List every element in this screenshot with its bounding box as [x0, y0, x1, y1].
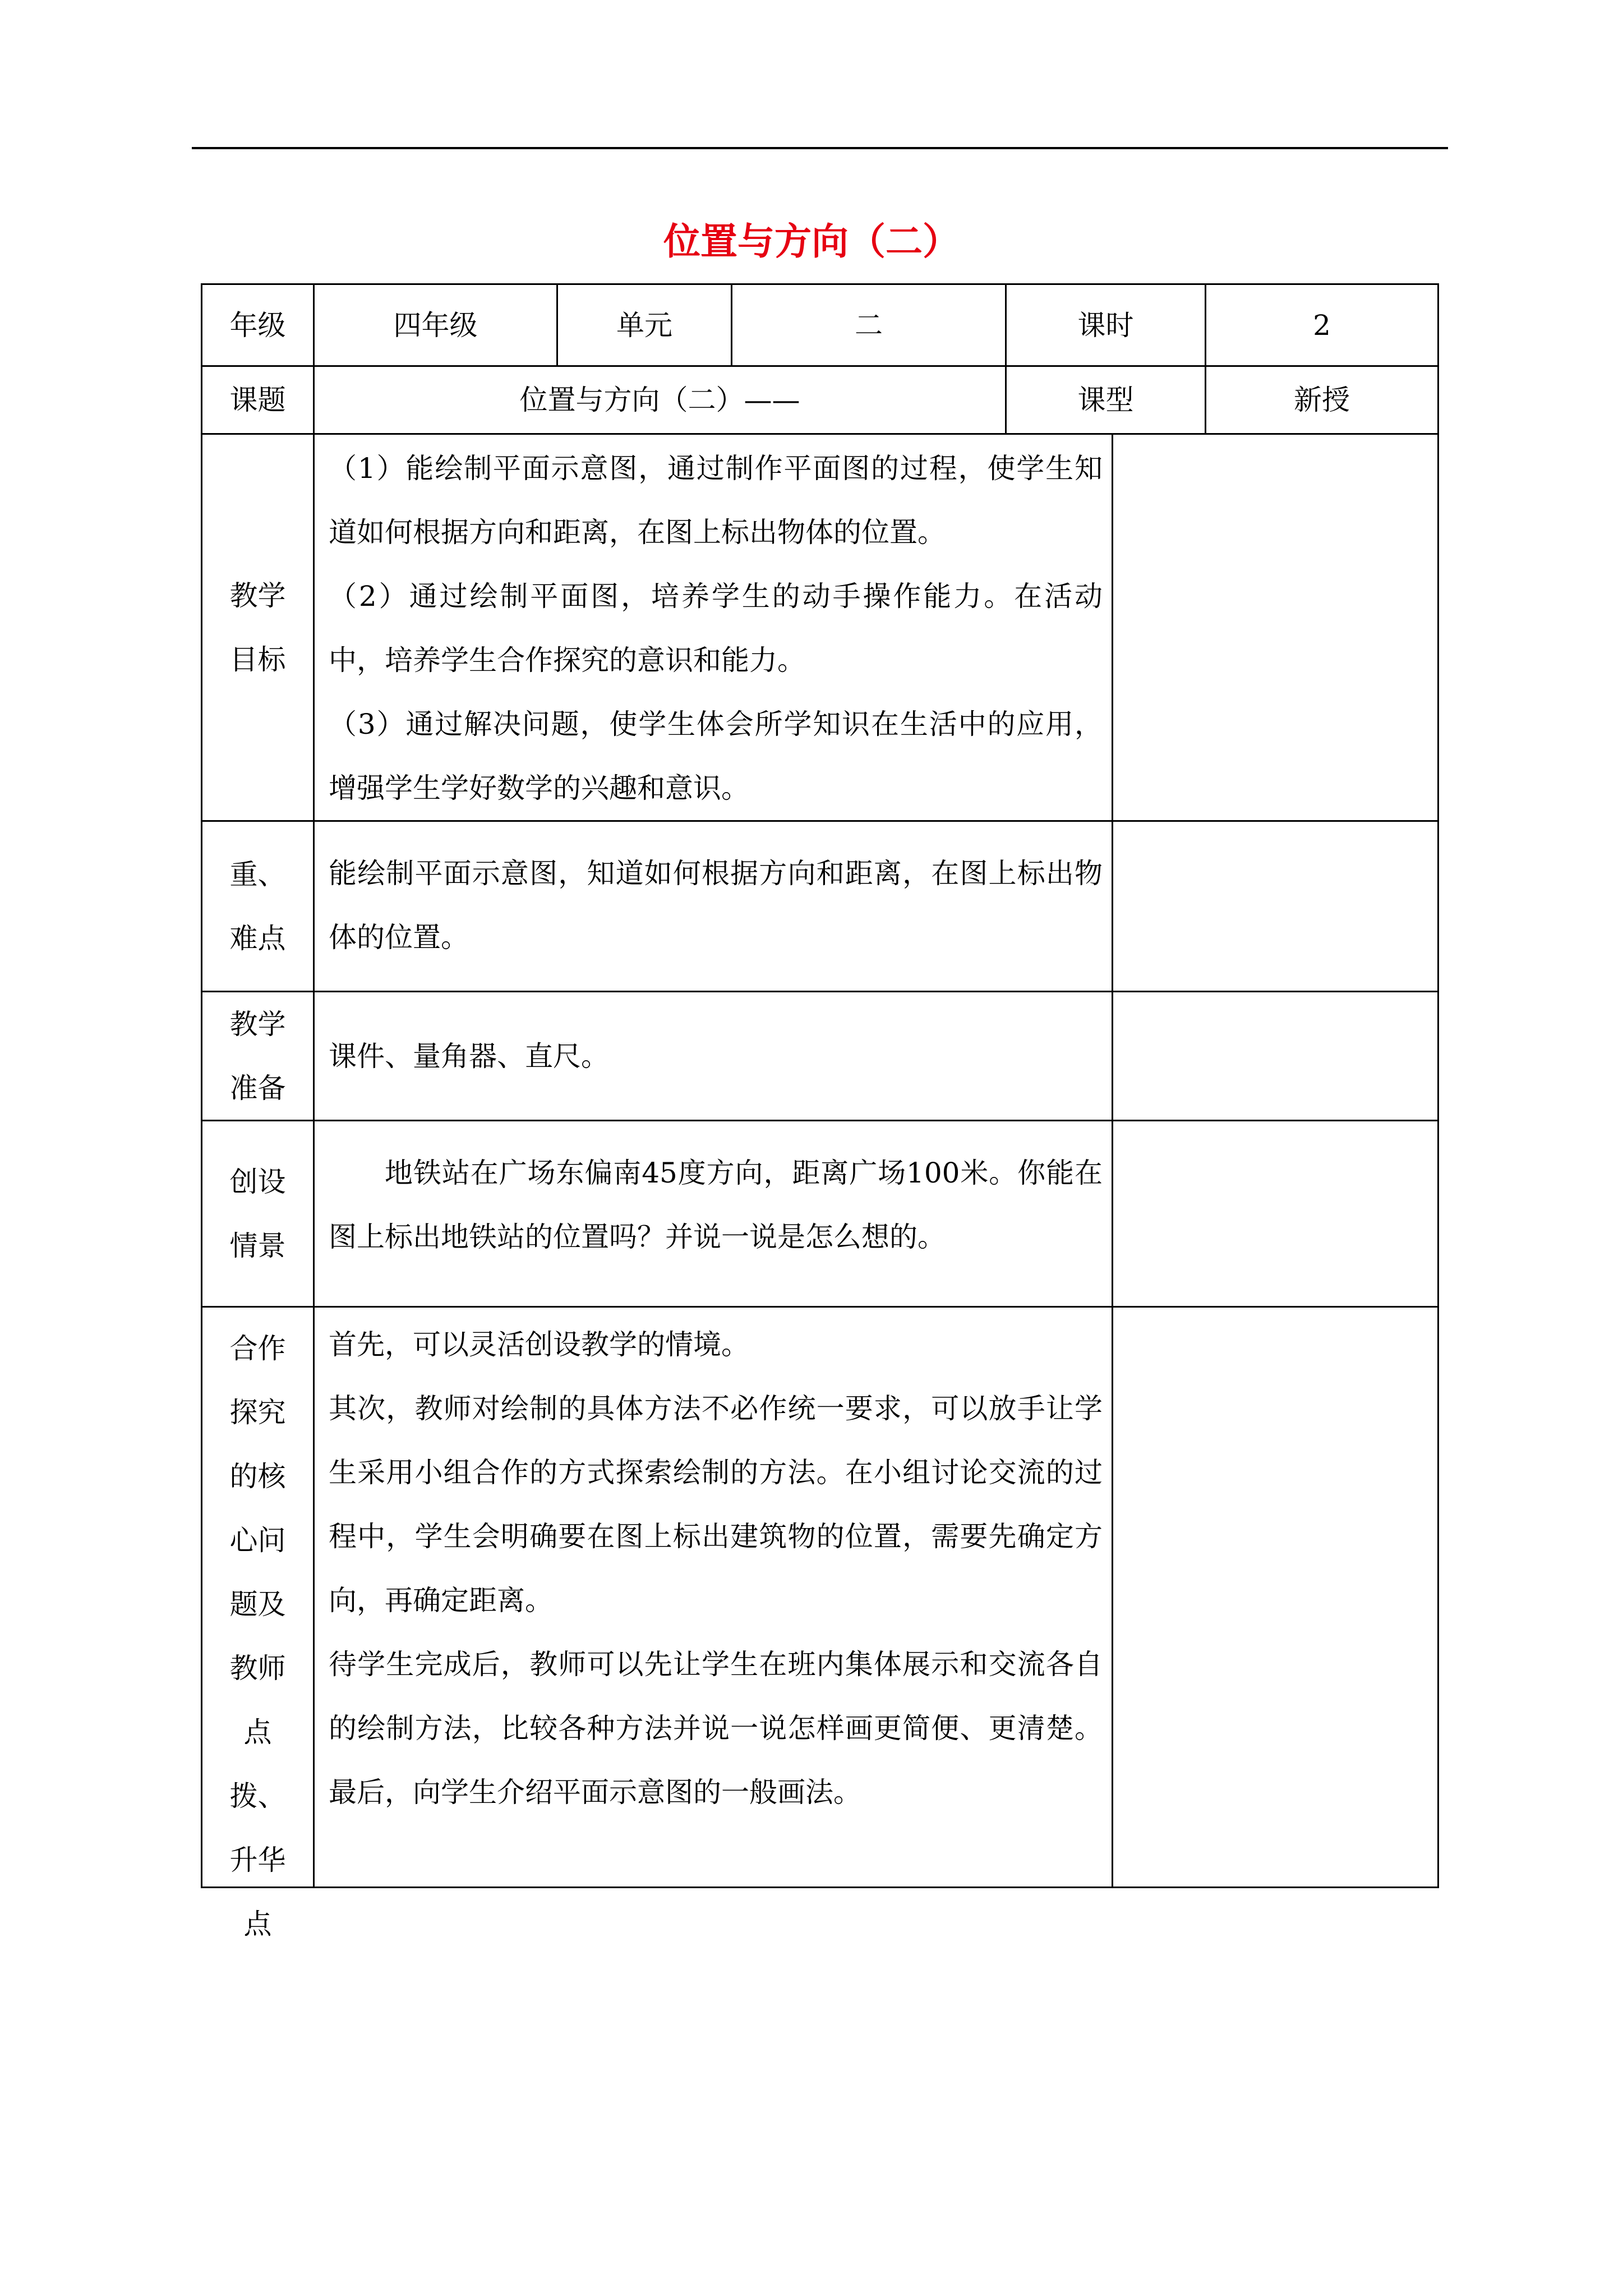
topic-label: 课题: [229, 384, 286, 416]
key-points-content: 能绘制平面示意图，知道如何根据方向和距离，在图上标出物体的位置。: [329, 857, 1103, 954]
lesson-type-value: 新授: [1294, 384, 1350, 416]
objectives-content: [329, 436, 1103, 820]
period-label: 课时: [1077, 309, 1134, 342]
topic-value: 位置与方向（二）——: [519, 384, 800, 416]
objective-item: （3）通过解决问题，使学生体会所学知识在生活中的应用，增强学生学好数学的兴趣和意识。: [329, 708, 1103, 804]
grade-label: 年级: [229, 309, 286, 342]
key-points-label: 重、难点: [229, 858, 286, 955]
inquiry-paragraph: 首先，可以灵活创设教学的情境。: [329, 1328, 749, 1361]
table-border-right: [1437, 283, 1439, 1888]
preparation-label: 教学准备: [229, 1007, 286, 1105]
table-row-divider: [201, 820, 1439, 822]
grade-value: 四年级: [393, 309, 478, 342]
inquiry-content: [329, 1313, 1103, 1824]
unit-label: 单元: [616, 309, 672, 342]
inquiry-paragraph: 其次，教师对绘制的具体方法不必作统一要求，可以放手让学生采用小组合作的方式探索绘制的方法。在小组讨论交流的过程中，学生会明确要在图上标出建筑物的位置，需要先确定方向，再确定距离。: [329, 1392, 1103, 1617]
preparation-content: 课件、量角器、直尺。: [329, 1040, 609, 1073]
period-value: 2: [1313, 309, 1331, 342]
table-row-divider: [201, 1120, 1439, 1121]
inquiry-label: 合作探究的核心问题及教师点拨、升华点: [229, 1332, 286, 1940]
page-title: 位置与方向（二）: [663, 219, 960, 263]
table-row-divider: [201, 991, 1439, 992]
scenario-label: 创设情景: [229, 1165, 286, 1262]
table-row-divider: [201, 433, 1439, 435]
inquiry-paragraph: 待学生完成后，教师可以先让学生在班内集体展示和交流各自的绘制方法，比较各种方法并说一说怎样画更简便、更清楚。最后，向学生介绍平面示意图的一般画法。: [329, 1648, 1103, 1809]
lesson-type-label: 课型: [1077, 384, 1134, 416]
unit-value: 二: [855, 309, 883, 342]
scenario-content: 地铁站在广场东偏南45度方向，距离广场100米。你能在图上标出地铁站的位置吗？并说一说是怎么想的。: [329, 1157, 1103, 1253]
table-col-divider: [1112, 433, 1113, 1888]
objective-item: （1）能绘制平面示意图，通过制作平面图的过程，使学生知道如何根据方向和距离，在图上标出物体的位置。: [329, 452, 1103, 549]
table-col-divider: [313, 283, 315, 1888]
table-border-bottom: [201, 1887, 1439, 1888]
objective-item: （2）通过绘制平面图，培养学生的动手操作能力。在活动中，培养学生合作探究的意识和能力。: [329, 580, 1103, 677]
table-row-divider: [201, 1306, 1439, 1308]
objectives-label: 教学目标: [229, 579, 286, 676]
